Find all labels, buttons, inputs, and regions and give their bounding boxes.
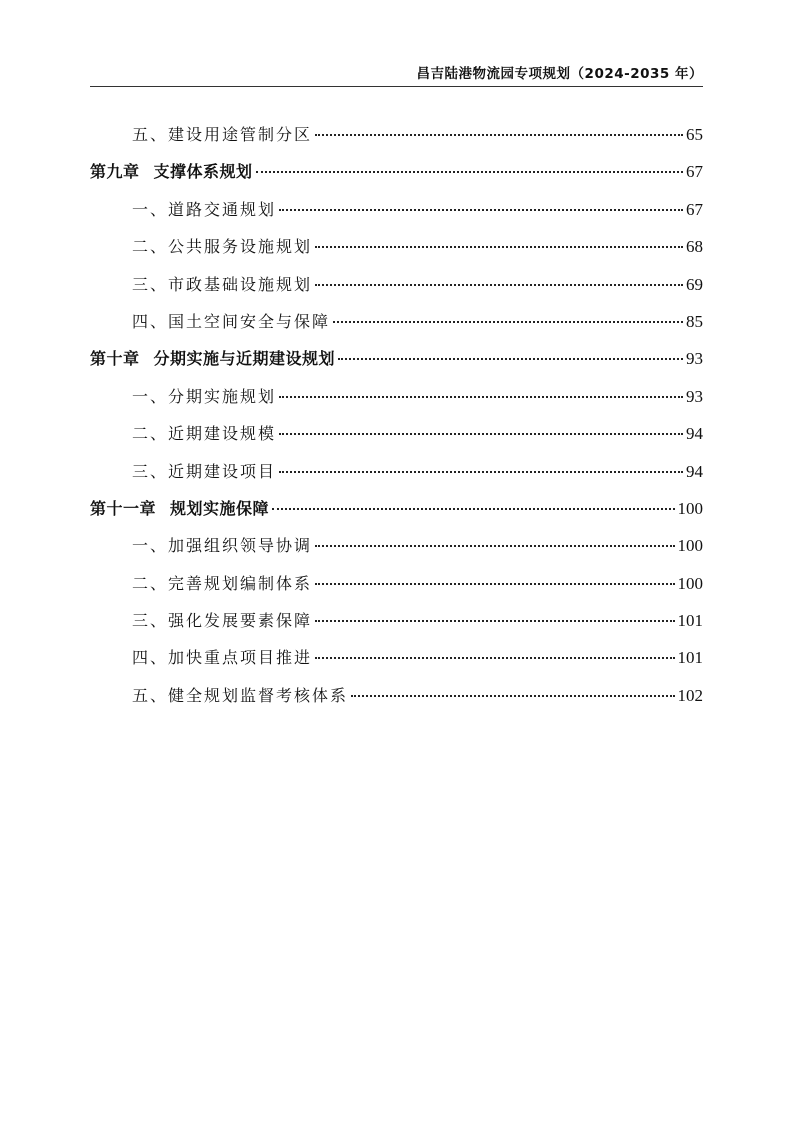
toc-section-entry[interactable] — [90, 266, 703, 303]
toc-section-label: 五、建设用途管制分区 — [132, 125, 313, 144]
toc-section-label: 二、完善规划编制体系 — [132, 573, 313, 593]
toc-page-number: 67 — [686, 199, 703, 219]
dot-leader — [351, 694, 674, 697]
dot-leader — [315, 544, 674, 547]
dot-leader — [315, 582, 674, 585]
toc-section-label: 三、市政基础设施规划 — [132, 274, 313, 294]
toc-page-number: 94 — [686, 424, 703, 444]
toc-section-label: 三、近期建设项目 — [132, 461, 277, 481]
dot-leader — [333, 320, 683, 323]
toc-section-label: 二、近期建设规模 — [132, 424, 277, 444]
toc-section-label: 四、国土空间安全与保障 — [132, 311, 331, 331]
toc-section-label: 一、道路交通规划 — [132, 199, 277, 219]
toc-page-number: 100 — [677, 498, 703, 518]
toc-chapter-label: 分期实施与近期建设规划 — [153, 349, 336, 369]
toc-page-number: 69 — [686, 274, 703, 294]
toc-section-label: 四、加快重点项目推进 — [132, 648, 313, 668]
toc-section-entry[interactable] — [90, 453, 703, 490]
toc-section-entry[interactable] — [90, 378, 703, 415]
dot-leader — [279, 395, 683, 398]
toc-section-entry[interactable] — [90, 191, 703, 228]
toc-page-number: 85 — [686, 311, 703, 331]
dot-leader — [315, 619, 674, 622]
toc-section-label: 二、公共服务设施规划 — [132, 237, 313, 257]
toc-page-number: 100 — [677, 536, 703, 556]
toc-section-entry[interactable] — [90, 527, 703, 564]
toc-page-number: 100 — [677, 573, 703, 593]
dot-leader — [315, 656, 674, 659]
dot-leader — [272, 507, 674, 510]
toc-section-entry[interactable] — [90, 116, 703, 153]
page-header-title: 昌吉陆港物流园专项规划（2024-2035 年） — [416, 66, 703, 82]
toc-section-entry[interactable] — [90, 303, 703, 340]
toc-section-entry[interactable] — [90, 228, 703, 265]
toc-page-number: 93 — [686, 386, 703, 406]
toc-chapter-number: 第十章 — [90, 349, 140, 369]
toc-page-number: 94 — [686, 461, 703, 481]
dot-leader — [279, 208, 683, 211]
dot-leader — [279, 470, 683, 473]
toc-chapter-label: 规划实施保障 — [170, 498, 270, 518]
toc-page-number: 65 — [686, 125, 703, 144]
toc-page-number: 93 — [686, 349, 703, 369]
toc-chapter-entry[interactable] — [90, 153, 703, 190]
toc-section-label: 三、强化发展要素保障 — [132, 611, 313, 631]
toc-section-label: 一、加强组织领导协调 — [132, 536, 313, 556]
toc-section-label: 一、分期实施规划 — [132, 386, 277, 406]
toc-section-entry[interactable] — [90, 415, 703, 452]
toc-chapter-entry[interactable] — [90, 490, 703, 527]
toc-page-number: 67 — [686, 162, 703, 182]
dot-leader — [315, 283, 683, 286]
dot-leader — [315, 245, 683, 248]
toc-chapter-title — [90, 490, 269, 527]
toc-chapter-label: 支撑体系规划 — [153, 162, 253, 182]
toc-chapter-entry[interactable] — [90, 340, 703, 377]
toc-section-label: 五、健全规划监督考核体系 — [132, 685, 349, 705]
toc-section-entry[interactable] — [90, 677, 703, 714]
toc-page-number: 68 — [686, 237, 703, 257]
toc-page-number: 101 — [677, 611, 703, 631]
toc-chapter-number: 第九章 — [90, 162, 140, 182]
dot-leader — [315, 133, 683, 136]
toc-section-entry[interactable] — [90, 639, 703, 676]
toc-page-number: 101 — [677, 648, 703, 668]
dot-leader — [256, 170, 683, 173]
header-divider — [90, 86, 703, 87]
toc-section-entry[interactable] — [90, 602, 703, 639]
dot-leader — [279, 432, 683, 435]
dot-leader — [338, 357, 683, 360]
toc-chapter-title — [90, 340, 335, 377]
toc-section-entry[interactable] — [90, 565, 703, 602]
table-of-contents — [90, 116, 703, 714]
toc-page-number: 102 — [677, 685, 703, 705]
toc-chapter-number: 第十一章 — [90, 498, 157, 518]
toc-chapter-title — [90, 153, 253, 190]
